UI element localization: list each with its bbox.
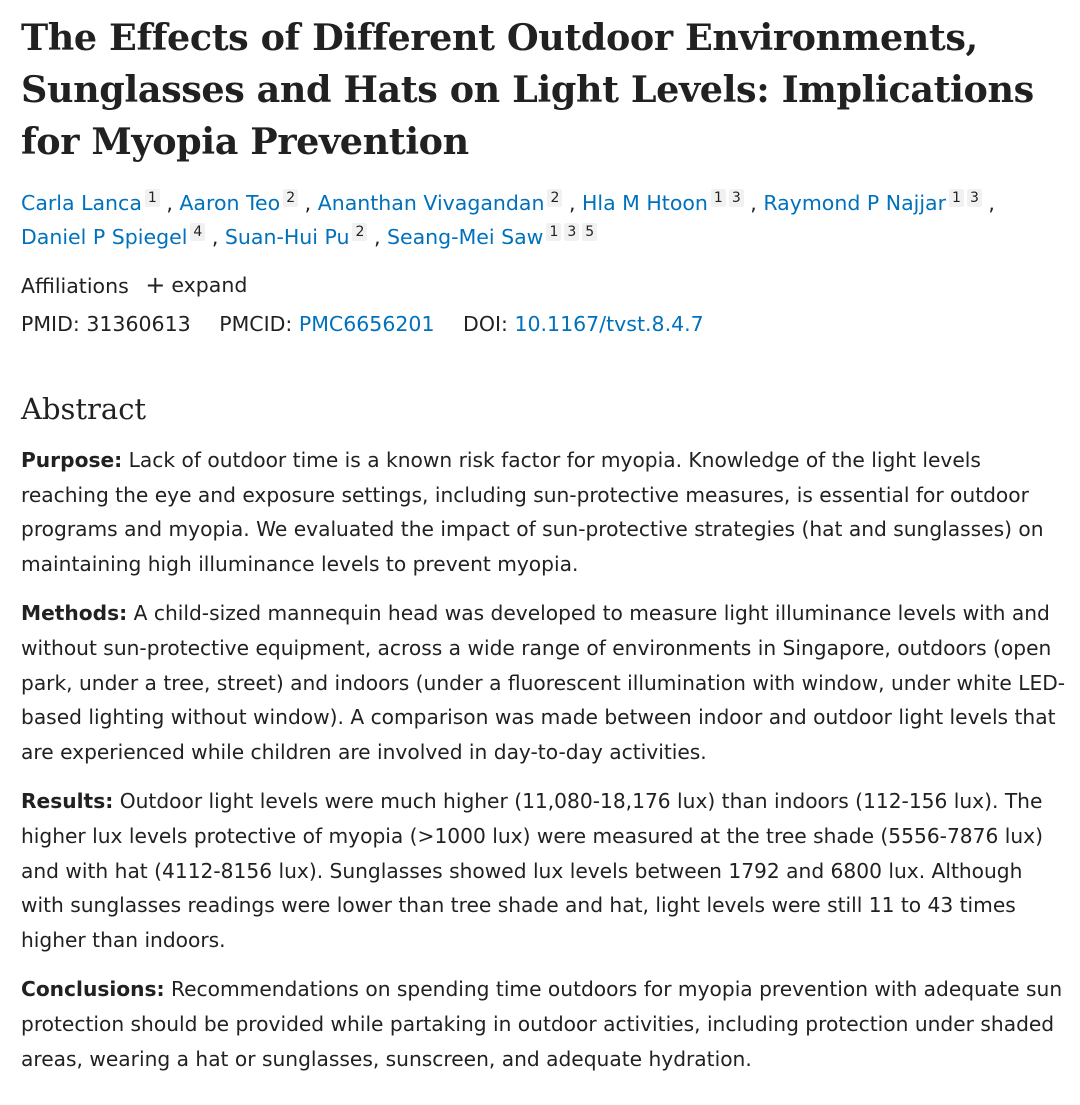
article-title: The Effects of Different Outdoor Environments, Sunglasses and Hats on Light Levels: Implications for Myopia Prevention xyxy=(21,16,1034,163)
author-link[interactable]: Ananthan Vivagandan xyxy=(317,191,545,215)
doi-link[interactable]: 10.1167/tvst.8.4.7 xyxy=(514,312,704,336)
section-text: Outdoor light levels were much higher (11,080-18,176 lux) than indoors (112-156 lux). The higher lux levels protective of myopia (>1000 lux) were measured at the tree shade (5556-7876 lux) and with hat (4112-8156 lux). Sunglasses showed lux levels between 1792 and 6800 lux. Although with sunglasses readings were lower than tree shade and hat, light levels were still 11 to 43 times higher than indoors. xyxy=(21,789,1043,952)
affiliations-label: Affiliations xyxy=(21,274,129,298)
affiliations-row xyxy=(21,268,1066,303)
author-link[interactable]: Seang-Mei Saw xyxy=(386,225,544,249)
pmcid-link[interactable]: PMC6656201 xyxy=(298,312,435,336)
author-link[interactable]: Suan-Hui Pu xyxy=(224,225,350,249)
pmcid-label: PMCID: xyxy=(219,312,293,336)
affiliation-ref[interactable]: 2 xyxy=(283,189,298,207)
author-item xyxy=(582,191,750,215)
affiliation-ref[interactable]: 2 xyxy=(547,189,562,207)
doi xyxy=(463,312,704,336)
author-item xyxy=(21,225,212,249)
author-link[interactable]: Daniel P Spiegel xyxy=(21,225,188,249)
affiliation-ref[interactable]: 1 xyxy=(145,189,160,207)
author-link[interactable]: Raymond P Najjar xyxy=(763,191,947,215)
author-link[interactable]: Hla M Htoon xyxy=(581,191,708,215)
pmid-label: PMID: xyxy=(21,312,80,336)
pmid xyxy=(21,312,197,336)
abstract-methods xyxy=(21,596,1066,769)
affiliation-ref[interactable]: 4 xyxy=(190,223,205,241)
affiliation-ref[interactable]: 5 xyxy=(582,223,597,241)
plus-icon: + xyxy=(145,271,166,299)
affiliation-ref[interactable]: 1 xyxy=(546,223,561,241)
identifiers-row xyxy=(21,307,1066,341)
author-link[interactable]: Aaron Teo xyxy=(179,191,281,215)
abstract-conclusions xyxy=(21,972,1066,1076)
section-label: Purpose: xyxy=(21,448,123,472)
abstract-purpose xyxy=(21,443,1066,581)
pmid-value: 31360613 xyxy=(86,312,191,336)
expand-label: expand xyxy=(171,273,248,297)
section-label: Methods: xyxy=(21,601,128,626)
expand-affiliations-button[interactable] xyxy=(145,268,247,302)
section-text: A child-sized mannequin head was developed to measure light illuminance levels with and without sun-protective equipment, across a wide range of environments in Singapore, outdoors (open park, under a tree, street) and indoors (under a fluorescent illumination with window, under white LED-based lighting without window). A comparison was made between indoor and outdoor light levels that are experienced while children are involved in day-to-day activities. xyxy=(21,601,1066,764)
section-text: Recommendations on spending time outdoors for myopia prevention with adequate sun protection should be provided while partaking in outdoor activities, including protection under shaded areas, wearing a hat or sunglasses, sunscreen, and adequate hydration. xyxy=(21,977,1063,1071)
author-item xyxy=(21,191,166,215)
affiliation-ref[interactable]: 3 xyxy=(564,223,579,241)
author-item xyxy=(763,191,988,215)
pmcid xyxy=(219,312,441,336)
authors-list: Carla Lanca 1 , Aaron Teo 2 , Ananthan Vivagandan 2 , Hla M Htoon 1 3 , Raymond P Najjar 1 3 , Daniel P Spiegel 4 , Suan-Hui Pu 2 , Seang-Mei Saw 1 3 5 xyxy=(21,190,995,249)
author-item xyxy=(225,225,374,249)
section-label: Results: xyxy=(21,789,114,814)
author-item xyxy=(179,191,304,215)
affiliation-ref[interactable]: 3 xyxy=(967,189,982,207)
doi-label: DOI: xyxy=(463,312,508,336)
author-link[interactable]: Carla Lanca xyxy=(21,191,142,215)
section-label: Conclusions: xyxy=(21,977,165,1002)
author-item xyxy=(318,191,569,215)
abstract-heading: Abstract xyxy=(21,392,147,426)
article-page xyxy=(21,0,1066,1076)
abstract-results xyxy=(21,784,1066,957)
affiliation-ref[interactable]: 1 xyxy=(949,189,964,207)
affiliation-ref[interactable]: 1 xyxy=(711,189,726,207)
section-text: Lack of outdoor time is a known risk factor for myopia. Knowledge of the light levels reaching the eye and exposure settings, including sun-protective measures, is essential for outdoor programs and myopia. We evaluated the impact of sun-protective strategies (hat and sunglasses) on maintaining high illuminance levels to prevent myopia. xyxy=(21,448,1044,576)
affiliation-ref[interactable]: 3 xyxy=(729,189,744,207)
author-item xyxy=(387,225,597,249)
affiliation-ref[interactable]: 2 xyxy=(352,223,367,241)
